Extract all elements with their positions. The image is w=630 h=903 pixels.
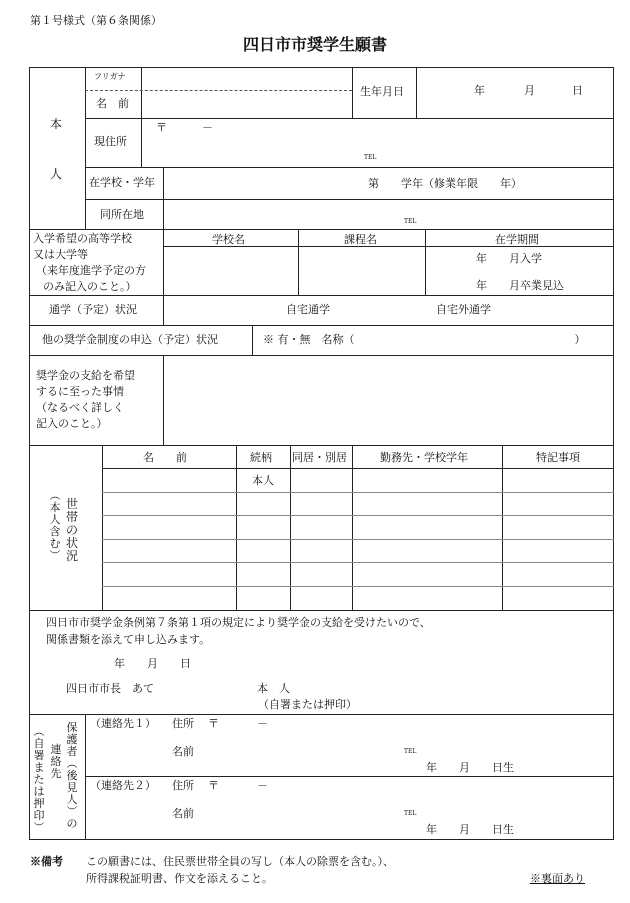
school-address-label: 同所在地 bbox=[100, 208, 144, 221]
contact1-birth-text: 年 月 日生 bbox=[426, 761, 514, 774]
contact2-label: （連絡先２） bbox=[90, 779, 156, 792]
reason-label-2: するに至った事情 bbox=[36, 385, 124, 398]
household-table-input-area[interactable] bbox=[104, 470, 612, 608]
household-header-name: 名 前 bbox=[143, 451, 187, 464]
contact1-postal-mark: 〒 bbox=[208, 717, 219, 730]
furigana-input[interactable] bbox=[145, 70, 349, 88]
declaration-line-1: 四日市市奨学金条例第７条第１項の規定により奨学金の支給を受けたいので、 bbox=[46, 616, 431, 629]
declaration-line-2: 関係書類を添えて申し込みます。 bbox=[46, 633, 211, 646]
desired-divider bbox=[163, 229, 164, 295]
contact1-tel-mark: TEL bbox=[404, 748, 417, 755]
declaration-sign-note: （自署または押印） bbox=[258, 698, 357, 711]
furigana-label: フリガナ bbox=[94, 72, 126, 81]
admission-text: 年 月入学 bbox=[476, 252, 542, 265]
other-scholarship-name-input[interactable] bbox=[378, 329, 532, 351]
page-title: 四日市市奨学生願書 bbox=[242, 35, 387, 54]
birth-year-label: 年 bbox=[474, 84, 485, 97]
desired-school-name-input[interactable] bbox=[167, 249, 295, 292]
birth-day-label: 日 bbox=[572, 84, 583, 97]
applicant-signature-input[interactable] bbox=[300, 676, 540, 698]
birth-divider-right bbox=[416, 67, 417, 118]
guardian-sign-label: ︵ 自 署 ま た は 押 印 ︶ bbox=[33, 725, 45, 834]
contact2-input-area[interactable] bbox=[230, 779, 610, 837]
grade-text: 第 学年（修業年限 年） bbox=[368, 177, 522, 190]
desired-school-label-4: のみ記入のこと。） bbox=[43, 280, 137, 293]
address-tel-mark: TEL bbox=[364, 154, 377, 161]
applicant-label-1: 本 bbox=[50, 117, 63, 131]
commute-divider bbox=[163, 295, 164, 325]
contact2-birth-text: 年 月 日生 bbox=[426, 823, 514, 836]
school-grade-label: 在学校・学年 bbox=[89, 176, 155, 189]
back-page-note: ※裏面あり bbox=[530, 872, 585, 885]
declaration-addressee: 四日市市長 あて bbox=[66, 682, 154, 695]
contact2-postal-mark: 〒 bbox=[208, 779, 219, 792]
desired-divider bbox=[298, 229, 299, 295]
address-postal-mark: 〒 bbox=[156, 121, 167, 134]
guardian-side-sublabel: 連 絡 先 bbox=[50, 743, 62, 780]
desired-divider bbox=[425, 229, 426, 295]
remarks-line-2: 所得課税証明書、作文を添えること。 bbox=[86, 872, 273, 885]
other-scholarship-label: 他の奨学金制度の申込（予定）状況 bbox=[42, 333, 218, 346]
section-line bbox=[29, 714, 614, 715]
furigana-line bbox=[85, 90, 352, 91]
course-header: 課程名 bbox=[344, 233, 377, 246]
row-line bbox=[85, 167, 614, 168]
birth-date-label: 生年月日 bbox=[360, 85, 404, 98]
form-number: 第１号様式（第６条関係） bbox=[30, 14, 162, 27]
contact1-postal-dash: － bbox=[257, 717, 268, 730]
row-line bbox=[85, 199, 614, 200]
contact1-address-label: 住所 bbox=[172, 717, 194, 730]
row-line bbox=[85, 118, 614, 119]
birth-month-label: 月 bbox=[524, 84, 535, 97]
contact1-label: （連絡先１） bbox=[90, 717, 156, 730]
section-line bbox=[29, 295, 614, 296]
birth-divider-left bbox=[352, 67, 353, 118]
applicant-divider bbox=[85, 67, 86, 229]
declaration-applicant-label: 本 人 bbox=[257, 682, 290, 695]
reason-label-3: （なるべく詳しく bbox=[36, 401, 124, 414]
desired-school-label-3: （来年度進学予定の方 bbox=[36, 264, 146, 277]
address-postal-dash: － bbox=[202, 121, 213, 134]
section-line bbox=[29, 325, 614, 326]
other-scholarship-text: ※ 有・無 名称（ ） bbox=[263, 333, 586, 346]
reason-label-4: 記入のこと。） bbox=[36, 417, 108, 430]
household-header-line bbox=[102, 468, 614, 469]
desired-school-label-1: 入学希望の高等学校 bbox=[33, 232, 132, 245]
section-line bbox=[29, 229, 614, 230]
address-label: 現住所 bbox=[94, 135, 127, 148]
desired-header-line bbox=[163, 246, 614, 247]
birth-date-input[interactable] bbox=[420, 70, 610, 115]
desired-school-label-2: 又は大学等 bbox=[33, 248, 88, 261]
reason-label-1: 奨学金の支給を希望 bbox=[36, 369, 135, 382]
guardian-side-label: 保 護 者 ︵ 後 見 人 ︶ の bbox=[66, 721, 78, 830]
guardian-row-line bbox=[85, 776, 614, 777]
school-address-input[interactable] bbox=[167, 202, 610, 226]
period-header: 在学期間 bbox=[495, 233, 539, 246]
reason-divider bbox=[163, 355, 164, 445]
household-header-notes: 特記事項 bbox=[536, 451, 580, 464]
other-scholarship-divider bbox=[252, 325, 253, 355]
remarks-line-1: この願書には、住民票世帯全員の写し（本人の除票を含む。）、 bbox=[86, 855, 394, 868]
section-line bbox=[29, 445, 614, 446]
household-header-cohabit: 同居・別居 bbox=[292, 451, 347, 464]
contact2-name-label: 名前 bbox=[172, 807, 194, 820]
commute-away-option[interactable]: 自宅外通学 bbox=[436, 303, 491, 316]
household-side-sublabel: ︵ 本 人 含 む ︶ bbox=[49, 489, 61, 562]
reason-input[interactable] bbox=[167, 358, 610, 442]
name-input[interactable] bbox=[145, 93, 349, 115]
contact2-postal-dash: － bbox=[257, 779, 268, 792]
contact2-address-label: 住所 bbox=[172, 779, 194, 792]
section-line bbox=[29, 610, 614, 611]
household-header-workplace: 勤務先・学校学年 bbox=[380, 451, 468, 464]
school-label-divider bbox=[163, 167, 164, 229]
address-input[interactable] bbox=[145, 121, 610, 164]
school-name-header: 学校名 bbox=[212, 233, 245, 246]
household-first-relation: 本人 bbox=[252, 474, 274, 487]
guardian-divider bbox=[85, 714, 86, 840]
school-tel-mark: TEL bbox=[404, 218, 417, 225]
commute-label: 通学（予定）状況 bbox=[49, 303, 137, 316]
desired-course-input[interactable] bbox=[302, 249, 422, 292]
household-side-label: 世 帯 の 状 況 bbox=[65, 497, 78, 563]
graduation-text: 年 月卒業見込 bbox=[476, 279, 564, 292]
contact1-name-label: 名前 bbox=[172, 745, 194, 758]
household-header-relation: 続柄 bbox=[250, 451, 272, 464]
remarks-label: ※備考 bbox=[30, 855, 63, 868]
section-line bbox=[29, 355, 614, 356]
contact2-tel-mark: TEL bbox=[404, 810, 417, 817]
applicant-label-2: 人 bbox=[50, 167, 63, 181]
commute-home-option[interactable]: 自宅通学 bbox=[286, 303, 330, 316]
name-label-divider bbox=[141, 67, 142, 167]
school-grade-input[interactable] bbox=[167, 170, 610, 196]
contact1-input-area[interactable] bbox=[230, 717, 610, 773]
declaration-date: 年 月 日 bbox=[114, 657, 191, 670]
name-label: 名 前 bbox=[96, 97, 129, 110]
